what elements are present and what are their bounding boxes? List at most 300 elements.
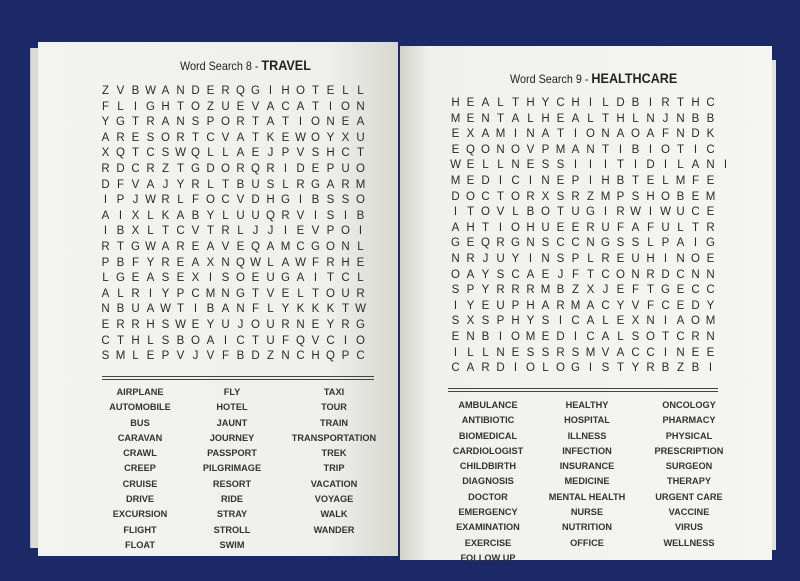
grid-letter: L [497,159,504,172]
grid-letter: I [558,315,563,328]
grid-letter: R [116,318,125,331]
grid-letter: U [251,178,260,191]
grid-letter: E [541,330,550,343]
grid-letter: A [176,209,185,222]
word-item: VACCINE [668,507,710,518]
divider [448,388,718,389]
grid-letter: Y [281,303,290,316]
grid-letter: O [356,162,365,175]
grid-letter: I [588,362,593,375]
grid-letter: I [588,159,593,172]
grid-letter: E [676,299,685,312]
puzzle-title [180,57,311,73]
word-item: INSURANCE [559,461,615,472]
grid-letter: B [556,284,565,297]
grid-letter: S [311,147,320,160]
grid-letter: B [631,97,640,109]
grid-letter: D [661,268,670,281]
word-item: OFFICE [570,537,604,548]
grid-letter: A [616,128,625,141]
grid-letter: S [541,237,550,250]
grid-letter: O [341,225,350,238]
grid-letter: A [161,116,170,129]
grid-letter: H [511,315,520,328]
grid-letter: G [191,162,200,175]
grid-letter: I [223,334,228,347]
grid-letter: T [616,362,625,375]
grid-letter: U [236,209,245,222]
grid-letter: N [676,112,685,125]
grid-row [98,100,368,116]
grid-letter: W [295,256,306,269]
word-item: WELLNESS [663,537,715,548]
grid-letter: F [131,256,140,269]
grid-letter: I [633,159,638,172]
grid-letter: J [482,252,489,265]
grid-letter: Z [676,362,685,375]
word-item: TREK [321,448,347,459]
grid-letter: C [706,284,715,297]
grid-letter: L [102,272,109,285]
grid-letter: R [616,206,625,219]
grid-letter: T [251,116,260,129]
grid-letter: E [706,252,715,265]
grid-letter: P [281,147,290,160]
grid-letter: R [131,287,140,300]
grid-letter: R [356,287,365,300]
grid-letter: K [161,209,170,222]
word-item: MENTAL HEALTH [548,491,626,502]
grid-letter: W [145,240,156,253]
grid-letter: M [525,330,536,343]
grid-letter: P [571,252,580,265]
grid-letter: V [206,350,215,363]
word-item: TOUR [321,402,347,413]
grid-row [98,84,368,100]
grid-letter: A [356,116,365,129]
grid-letter: Y [161,287,170,300]
grid-letter: L [222,147,229,160]
grid-letter: R [281,318,290,331]
grid-row [98,287,368,303]
grid-letter: I [453,206,458,219]
grid-letter: R [296,178,305,191]
word-item: NURSE [570,507,604,518]
word-item: CRUISE [122,478,158,489]
grid-letter: S [221,272,230,285]
grid-row [98,193,368,209]
word-item: URGENT CARE [655,491,723,502]
grid-letter: N [221,287,230,300]
grid-letter: P [616,190,625,203]
grid-letter: I [103,225,108,238]
divider [102,376,374,377]
grid-letter: J [267,147,274,160]
grid-row [448,190,733,206]
grid-letter: D [691,299,700,312]
word-item: CARAVAN [117,432,163,443]
grid-letter: H [646,190,655,203]
grid-letter: S [266,178,275,191]
grid-letter: R [176,240,185,253]
grid-letter: A [281,256,290,269]
grid-letter: E [356,256,365,269]
grid-letter: G [281,194,290,207]
grid-letter: C [451,362,460,375]
grid-letter: E [616,284,625,297]
grid-letter: E [481,299,490,312]
grid-letter: H [526,97,535,109]
grid-row [98,146,368,162]
grid-letter: M [280,240,291,253]
grid-letter: U [601,221,610,234]
grid-letter: V [296,209,305,222]
grid-letter: S [481,315,490,328]
grid-letter: W [450,159,461,172]
grid-row [448,96,733,112]
puzzle-title [510,70,677,86]
grid-letter: P [326,162,335,175]
grid-letter: T [176,100,185,113]
grid-letter: I [118,209,123,222]
grid-row [448,299,733,315]
word-item: TAXI [323,387,345,397]
grid-letter: X [191,272,200,285]
grid-letter: M [675,174,686,187]
grid-letter: L [587,112,594,125]
grid-letter: N [356,100,365,113]
grid-letter: Q [466,143,475,156]
grid-letter: F [646,221,655,234]
grid-letter: Y [706,299,715,312]
grid-letter: E [281,287,290,300]
grid-letter: O [691,315,700,328]
grid-row [98,349,368,365]
grid-letter: C [601,268,610,281]
word-item: WALK [320,509,348,520]
grid-letter: E [556,112,565,125]
grid-letter: Y [326,318,335,331]
grid-letter: A [601,330,610,343]
word-item: BIOMEDICAL [458,430,518,441]
grid-letter: O [251,318,260,331]
grid-letter: G [586,206,595,219]
grid-letter: O [466,190,475,203]
grid-letter: C [556,97,565,109]
grid-letter: T [311,287,320,300]
word-item: FLY [223,387,241,397]
grid-letter: I [513,128,518,141]
word-item: DIAGNOSIS [462,476,514,487]
word-item: EXAMINATION [456,522,520,533]
grid-letter: Q [296,334,305,347]
grid-letter: V [176,350,185,363]
grid-letter: L [497,97,504,109]
grid-letter: S [146,131,155,144]
word-item: THERAPY [667,476,711,487]
grid-letter: G [311,240,320,253]
grid-letter: K [296,303,305,316]
grid-letter: H [131,334,140,347]
grid-letter: A [236,147,245,160]
grid-letter: A [266,100,275,113]
grid-letter: L [677,159,684,172]
grid-letter: O [646,330,655,343]
grid-letter: U [496,252,505,265]
grid-letter: C [131,162,140,175]
word-item: FLIGHT [123,524,157,535]
grid-letter: K [326,303,335,316]
word-item: FOLLOW UP [460,552,516,563]
grid-letter: I [283,225,288,238]
grid-letter: R [101,240,110,253]
grid-letter: L [147,334,154,347]
grid-letter: L [207,147,214,160]
grid-letter: A [541,128,550,141]
grid-letter: V [236,194,245,207]
grid-letter: N [541,252,550,265]
grid-letter: V [601,346,610,359]
grid-letter: H [601,174,610,187]
grid-letter: S [496,268,505,281]
grid-letter: L [177,194,184,207]
grid-row [98,115,368,131]
grid-letter: R [556,299,565,312]
grid-letter: L [602,315,609,328]
grid-letter: P [661,237,670,250]
grid-letter: B [236,350,245,363]
word-item: NUTRITION [561,522,612,533]
grid-letter: U [221,100,230,113]
grid-letter: C [571,237,580,250]
grid-letter: M [540,284,551,297]
grid-letter: C [601,299,610,312]
grid-letter: R [266,162,275,175]
word-item: VOYAGE [314,494,354,505]
grid-letter: K [266,131,275,144]
grid-row [448,361,733,377]
grid-row [98,131,368,147]
grid-letter: I [208,272,213,285]
grid-letter: E [191,318,200,331]
grid-letter: C [571,315,580,328]
word-item: HEALTHY [565,400,609,410]
grid-letter: M [450,174,461,187]
grid-letter: G [661,284,670,297]
grid-letter: A [541,299,550,312]
grid-letter: U [661,221,670,234]
grid-letter: E [176,272,185,285]
grid-letter: E [236,240,245,253]
grid-letter: P [326,225,335,238]
grid-letter: I [528,252,533,265]
title-topic: TRAVEL [261,57,311,73]
grid-letter: M [600,190,611,203]
grid-letter: Y [631,362,640,375]
grid-letter: E [176,256,185,269]
grid-letter: Q [481,237,490,250]
grid-letter: T [466,206,475,219]
grid-letter: C [341,272,350,285]
word-item: RIDE [221,494,243,505]
grid-letter: A [511,112,520,125]
grid-letter: E [571,221,580,234]
grid-letter: C [176,225,185,238]
grid-letter: O [631,128,640,141]
grid-letter: N [101,303,110,316]
grid-letter: E [526,159,535,172]
grid-letter: Q [116,147,125,160]
grid-letter: E [281,131,290,144]
grid-letter: R [221,85,230,97]
grid-letter: S [541,315,550,328]
word-item: JOURNEY [209,432,255,443]
word-item: JAUNT [216,417,248,428]
grid-letter: R [706,221,715,234]
grid-letter: Z [206,100,215,113]
grid-letter: C [296,350,305,363]
grid-letter: V [131,178,140,191]
grid-letter: L [647,237,654,250]
grid-letter: I [268,85,273,97]
grid-letter: L [467,346,474,359]
grid-letter: X [131,225,140,238]
grid-letter: H [451,97,460,109]
word-item: ONCOLOGY [662,400,716,410]
grid-letter: R [496,284,505,297]
grid-letter: I [133,100,138,113]
grid-letter: E [676,284,685,297]
grid-letter: W [145,194,156,207]
grid-letter: T [511,97,520,109]
grid-letter: O [296,85,305,97]
letter-grid [98,84,368,365]
grid-letter: T [676,143,685,156]
grid-letter: O [326,240,335,253]
grid-letter: C [676,330,685,343]
grid-letter: D [101,178,110,191]
grid-letter: U [676,206,685,219]
grid-letter: E [691,190,700,203]
grid-letter: O [191,334,200,347]
grid-letter: O [661,143,670,156]
grid-letter: N [221,256,230,269]
grid-letter: S [631,237,640,250]
grid-letter: I [693,237,698,250]
grid-letter: R [101,162,110,175]
grid-letter: L [237,225,244,238]
grid-letter: L [482,346,489,359]
word-item: PASSPORT [207,448,257,459]
grid-letter: T [356,147,365,160]
grid-letter: Z [586,190,595,203]
grid-letter: M [705,190,716,203]
word-item: AMBULANCE [458,400,518,410]
grid-letter: O [511,330,520,343]
grid-letter: R [131,318,140,331]
grid-letter: C [691,284,700,297]
grid-letter: Y [176,178,185,191]
grid-letter: T [326,272,335,285]
grid-letter: L [587,252,594,265]
grid-letter: S [616,237,625,250]
word-item: RESORT [212,478,252,489]
grid-letter: Q [326,350,335,363]
grid-letter: G [571,362,580,375]
grid-letter: T [206,225,215,238]
grid-letter: I [663,315,668,328]
grid-letter: T [556,128,565,141]
grid-letter: P [161,350,170,363]
grid-letter: L [147,225,154,238]
grid-letter: R [146,116,155,129]
grid-letter: I [588,97,593,109]
grid-row [98,302,368,318]
grid-letter: V [116,85,125,97]
grid-letter: I [648,206,653,219]
grid-letter: B [691,362,700,375]
grid-letter: X [466,128,475,141]
grid-row [448,112,733,128]
grid-letter: R [341,318,350,331]
grid-letter: Z [571,284,580,297]
grid-letter: P [206,116,215,129]
grid-letter: U [221,318,230,331]
grid-letter: N [541,174,550,187]
grid-letter: S [631,330,640,343]
grid-row [448,221,733,237]
grid-letter: H [526,221,535,234]
grid-letter: N [296,318,305,331]
grid-letter: R [691,330,700,343]
grid-letter: W [295,131,306,144]
grid-letter: G [281,272,290,285]
word-item: CRAWL [123,448,157,459]
word-item: CREEP [124,463,156,474]
grid-letter: I [573,128,578,141]
grid-letter: I [148,287,153,300]
grid-letter: W [660,206,671,219]
grid-letter: G [116,116,125,129]
grid-letter: A [691,159,700,172]
grid-letter: F [616,221,625,234]
grid-letter: R [161,194,170,207]
grid-letter: R [586,221,595,234]
grid-letter: C [691,206,700,219]
grid-letter: V [221,240,230,253]
grid-letter: T [481,221,490,234]
grid-letter: B [356,209,365,222]
left-page [38,42,398,556]
grid-letter: O [511,143,520,156]
word-item: STROLL [213,524,251,535]
grid-letter: O [221,116,230,129]
grid-letter: E [691,346,700,359]
grid-letter: R [496,237,505,250]
grid-row [98,318,368,334]
grid-letter: T [496,190,505,203]
grid-letter: U [131,303,140,316]
grid-letter: N [631,268,640,281]
grid-letter: E [616,252,625,265]
grid-letter: O [221,162,230,175]
grid-row [448,127,733,143]
grid-letter: L [357,240,364,253]
grid-letter: I [513,362,518,375]
grid-letter: N [496,143,505,156]
grid-letter: A [101,131,110,144]
grid-letter: Y [206,209,215,222]
